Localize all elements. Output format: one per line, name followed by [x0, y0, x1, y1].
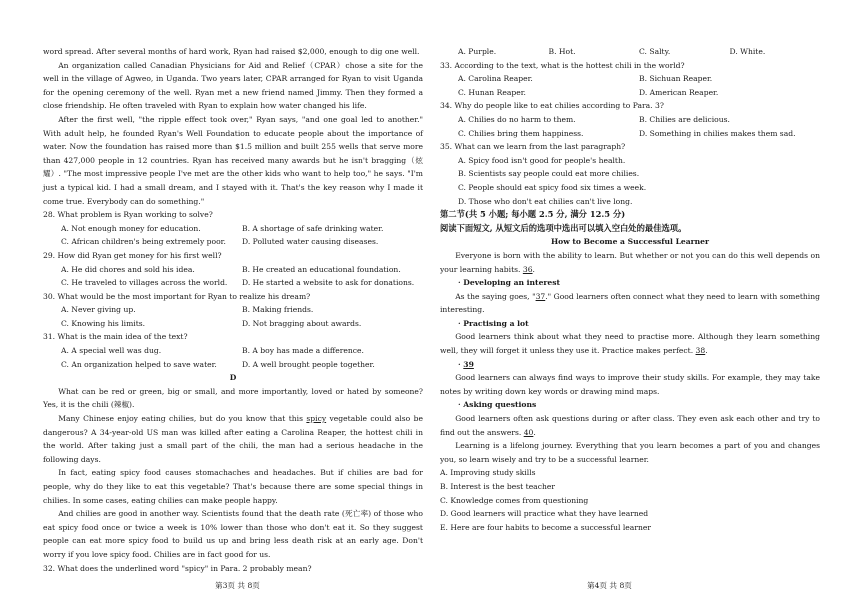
option-33b[interactable]: B. Sichuan Reaper.	[639, 74, 713, 84]
question-33-options-row-2	[440, 86, 820, 100]
option-34c[interactable]: C. Chilies bring them happiness.	[458, 128, 584, 138]
question-28: 28. What problem is Ryan working to solve?	[43, 210, 213, 220]
passage-c-para-2: An organization called Canadian Physicians for Aid and Relief（CPAR）chose a site for the well in the village of Agweo, in Uganda. Two years later, CPAR arranged for Ryan to visit Uganda for the opening ceremony of the well. Ryan met a new friend named Jimmy. Then they formed a close friendship. He often traveled with Ryan to explain how water changed his life.	[43, 60, 423, 111]
question-29: 29. How did Ryan get money for his first well?	[43, 250, 222, 260]
subheading-bullet: ·	[458, 359, 464, 369]
underlined-word-spicy: spicy	[306, 414, 327, 424]
question-35-option-b-row	[440, 167, 820, 181]
question-34-options-row-1	[440, 113, 820, 127]
section-instruction: 阅读下面短文, 从短文后的选项中选出可以填入空白处的最佳选项。	[440, 222, 687, 233]
option-35b[interactable]: B. Scientists say people could eat more chilies.	[458, 169, 640, 179]
cloze-para-5-text: Good learners often ask questions during or after class. They even ask each other and try to find out the answers.	[440, 414, 820, 437]
option-34a[interactable]: A. Chilies do no harm to them.	[458, 114, 576, 124]
option-33d[interactable]: D. American Reaper.	[639, 87, 719, 97]
question-35-option-a-row	[440, 154, 820, 168]
option-28a[interactable]: A. Not enough money for education.	[61, 223, 201, 233]
cloze-para-5: Good learners often ask questions during or after class. They even ask each other and try to find out the answers. 40.	[440, 414, 820, 437]
passage-d-heading: D	[229, 373, 237, 383]
passage-d-para-3: In fact, eating spicy food causes stomachaches and headaches. But if chilies are bad for people, why do they like to eat this vegetable? That's because there are some special things in chilies. In some cases, eating chilies can make people happy.	[43, 468, 423, 505]
option-35c[interactable]: C. People should eat spicy food six times a week.	[458, 182, 647, 192]
option-31a[interactable]: A. A special well was dug.	[61, 346, 162, 356]
question-30-options-row-2	[43, 317, 423, 331]
cloze-option-c[interactable]: C. Knowledge comes from questioning	[440, 495, 589, 505]
section-heading: 第二节(共 5 小题; 每小题 2.5 分, 满分 12.5 分)	[440, 209, 626, 220]
question-34: 34. Why do people like to eat chilies according to Para. 3?	[440, 101, 664, 111]
question-33: 33. According to the text, what is the hottest chili in the world?	[440, 60, 685, 70]
option-30a[interactable]: A. Never giving up.	[61, 305, 136, 315]
cloze-option-e[interactable]: E. Here are four habits to become a successful learner	[440, 522, 651, 532]
option-29a[interactable]: A. He did chores and sold his idea.	[61, 264, 195, 274]
passage-d-para-4: And chilies are good in another way. Scientists found that the death rate (死亡率) of those who eat spicy food once or twice a week is 10% lower than those who don't eat it. So they suggest people can eat more spicy food to build us up and bring less death risk at an early age. Don't worry if you love spicy food. Chilies are in fact good for us.	[43, 509, 423, 559]
option-29c[interactable]: C. He traveled to villages across the world.	[61, 278, 228, 288]
option-31c[interactable]: C. An organization helped to save water.	[61, 359, 217, 369]
question-30-options-row-1	[43, 303, 423, 317]
cloze-option-d[interactable]: D. Good learners will practice what they have learned	[440, 509, 649, 519]
question-32: 32. What does the underlined word "spicy" in Para. 2 probably mean?	[43, 563, 312, 573]
subheading-asking: · Asking questions	[458, 400, 537, 410]
question-31: 31. What is the main idea of the text?	[43, 332, 188, 342]
option-35a[interactable]: A. Spicy food isn't good for people's health.	[458, 155, 626, 165]
passage-d-para-1: What can be red or green, big or small, and more importantly, loved or hated by someone? Yes, it is the chili (辣椒).	[43, 386, 423, 410]
cloze-option-b[interactable]: B. Interest is the best teacher	[440, 482, 555, 491]
question-28-options-row-1	[43, 222, 423, 236]
cloze-option-a[interactable]: A. Improving study skills	[440, 468, 536, 478]
passage-c-para-3: After the first well, "the ripple effect took over," Ryan says, "and one goal led to another." With adult help, he founded Ryan's Well Foundation to educate people about the importance of water. Now the foundation has raised more than $1.5 million and built 255 wells that serve more than 427,000 people in 12 countries. Ryan has received many awards but he isn't bragging（炫耀）. "The most impressive people I've met are the other kids who want to help too," he says. "I'm just a typical kid. I had a small dream, and I stayed with it. That's the key reason why I made it come true. Everybody can do something."	[43, 114, 423, 206]
cloze-para-6: Learning is a lifelong journey. Everything that you learn becomes a part of you and changes you, so learn wisely and try to be a successful learner.	[440, 441, 820, 464]
question-32-options	[440, 45, 820, 59]
option-30b[interactable]: B. Making friends.	[242, 305, 314, 315]
blank-37: 37	[535, 291, 546, 301]
cloze-para-1-text: Everyone is born with the ability to learn. But whether or not you can do this well depends on your learning habits.	[440, 250, 820, 274]
subheading-practising: · Practising a lot	[458, 318, 529, 328]
blank-39: 39	[463, 359, 474, 369]
question-35-option-c-row	[440, 181, 820, 195]
passage-d-para-2-rest: vegetable could also be dangerous? A 34-year-old US man was killed after eating a Carolina Reaper, the hottest chili in the world. After taking just a small part of the chili, the man had a serious headache in the following days.	[43, 414, 424, 464]
left-column	[43, 45, 423, 575]
option-33a[interactable]: A. Carolina Reaper.	[458, 74, 533, 84]
option-30d[interactable]: D. Not bragging about awards.	[242, 318, 362, 328]
option-34d[interactable]: D. Something in chilies makes them sad.	[639, 128, 796, 138]
option-29b[interactable]: B. He created an educational foundation.	[242, 264, 401, 274]
option-29d[interactable]: D. He started a website to ask for donations.	[242, 278, 415, 288]
option-33c[interactable]: C. Hunan Reaper.	[458, 87, 526, 97]
question-31-options-row-1	[43, 344, 423, 358]
option-30c[interactable]: C. Knowing his limits.	[61, 318, 146, 328]
blank-36: 36	[522, 264, 533, 274]
cloze-para-3: Good learners think about what they need to practise more. Although they learn something well, they will forget it unless they use it. Practice makes perfect. 38.	[440, 332, 820, 356]
cloze-para-4: Good learners can always find ways to improve their study skills. For example, they may take notes by writing down key words or drawing mind maps.	[440, 373, 820, 396]
passage-c-para-1: word spread. After several months of hard work, Ryan had raised $2,000, enough to dig one well.	[43, 47, 420, 56]
cloze-para-2-start: As the saying goes, "	[455, 291, 536, 301]
cloze-para-1: Everyone is born with the ability to learn. But whether or not you can do this well depends on your learning habits. 36.	[440, 250, 820, 274]
passage-d-para-2-start: Many Chinese enjoy eating chilies, but do you know that this	[58, 414, 307, 424]
option-28d[interactable]: D. Polluted water causing diseases.	[242, 237, 379, 247]
cloze-para-2	[440, 290, 820, 317]
subheading-blank-39	[440, 358, 820, 372]
cloze-para-2-rest: ." Good learners often connect what they need to learn with something interesting.	[440, 291, 820, 315]
question-30: 30. What would be the most important for Ryan to realize his dream?	[43, 291, 311, 301]
question-28-options-row-2	[43, 235, 423, 249]
option-28b[interactable]: B. A shortage of safe drinking water.	[242, 223, 384, 233]
option-32d[interactable]: D. White.	[729, 47, 766, 56]
passage-d-para-2	[43, 412, 423, 466]
page-number-right: 第4页 共 8页	[587, 581, 632, 590]
option-28c[interactable]: C. African children's being extremely poor.	[61, 237, 226, 247]
subheading-interest: · Developing an interest	[458, 278, 561, 288]
question-29-options-row-1	[43, 263, 423, 277]
blank-40: 40	[523, 427, 534, 437]
option-35d[interactable]: D. Those who don't eat chilies can't live long.	[458, 196, 633, 206]
option-32b[interactable]: B. Hot.	[548, 47, 576, 56]
question-29-options-row-2	[43, 276, 423, 290]
question-35-option-d-row	[440, 195, 820, 209]
question-31-options-row-2	[43, 358, 423, 372]
option-32c[interactable]: C. Salty.	[639, 47, 671, 56]
question-33-options-row-1	[440, 72, 820, 86]
blank-38: 38	[695, 346, 706, 356]
question-34-options-row-2	[440, 127, 820, 141]
passage-title: How to Become a Successful Learner	[550, 237, 710, 247]
cloze-para-3-text: Good learners think about what they need to practise more. Although they learn something well, they will forget it unless they use it. Practice makes perfect.	[440, 332, 820, 356]
option-31b[interactable]: B. A boy has made a difference.	[242, 346, 364, 356]
question-35: 35. What can we learn from the last paragraph?	[440, 142, 626, 152]
right-column	[440, 45, 820, 534]
option-34b[interactable]: B. Chilies are delicious.	[639, 114, 730, 124]
option-31d[interactable]: D. A well brought people together.	[242, 359, 375, 369]
option-32a[interactable]: A. Purple.	[458, 47, 497, 56]
page-number-left: 第3页 共 8页	[215, 581, 260, 590]
